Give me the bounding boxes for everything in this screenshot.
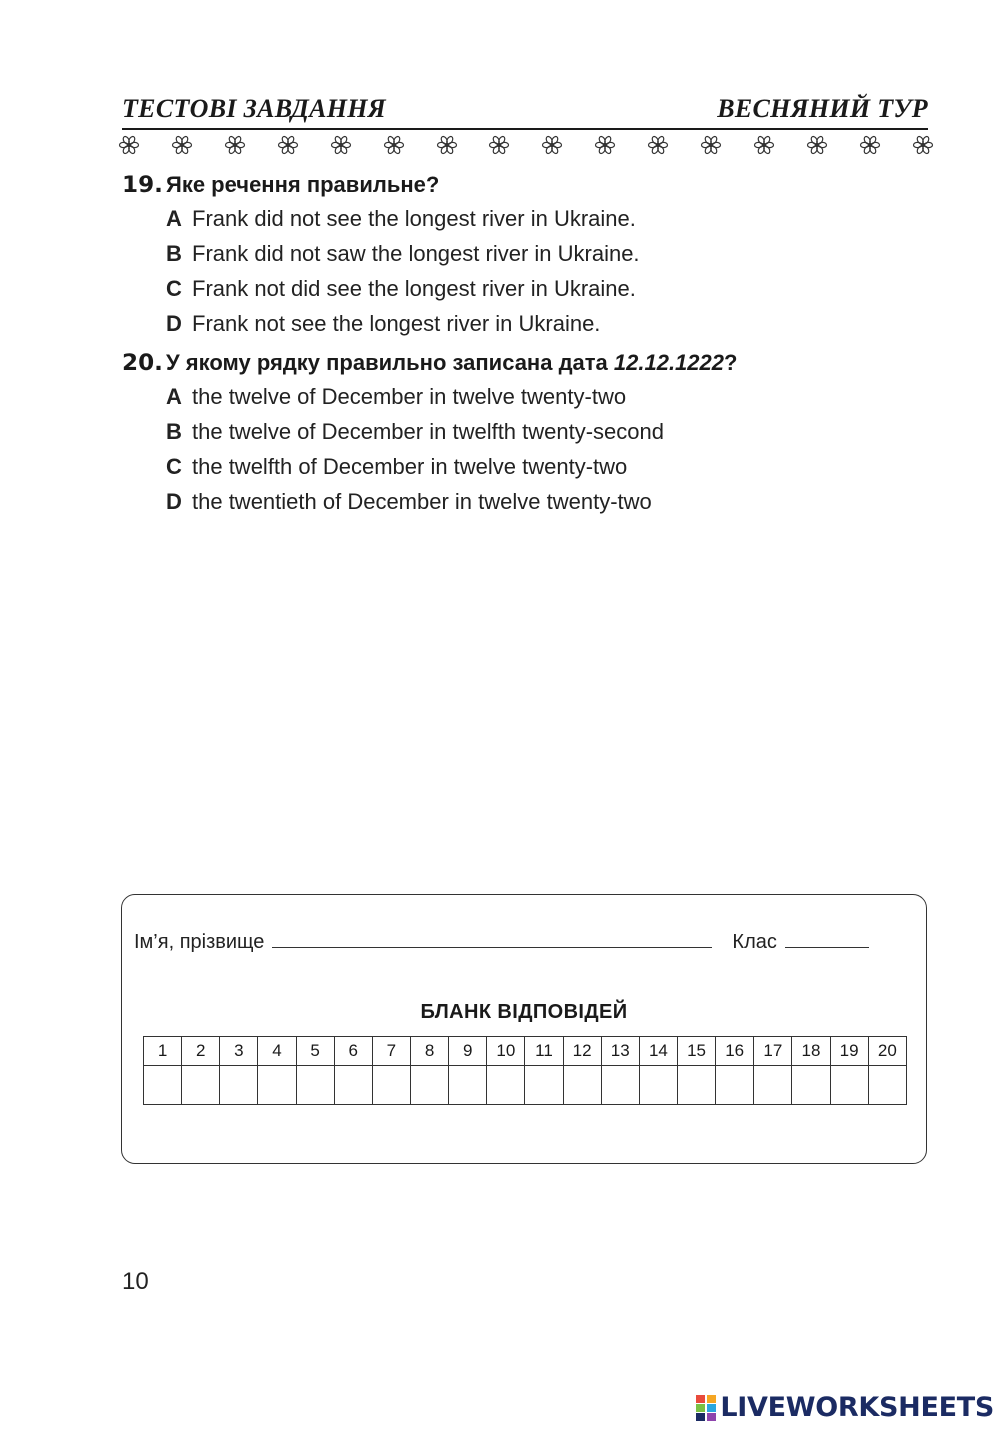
answer-input-cell[interactable] — [716, 1066, 754, 1105]
option-text: Frank not see the longest river in Ukraine. — [192, 311, 601, 336]
answer-number-cell: 18 — [792, 1037, 830, 1066]
answer-number-cell: 20 — [868, 1037, 906, 1066]
answer-input-cell[interactable] — [677, 1066, 715, 1105]
option-letter: D — [166, 489, 182, 514]
option-text: the twentieth of December in twelve twenty-two — [192, 489, 652, 514]
question-number: 19. — [122, 173, 163, 198]
flower-icon — [594, 134, 616, 156]
answer-input-cell[interactable] — [410, 1066, 448, 1105]
ornament-row — [118, 133, 934, 157]
question-end: ? — [724, 350, 738, 375]
flower-icon — [383, 134, 405, 156]
answer-cell-row — [144, 1066, 907, 1105]
answer-number-cell: 11 — [525, 1037, 563, 1066]
answer-number-cell: 13 — [601, 1037, 639, 1066]
option-d[interactable] — [166, 484, 737, 519]
option-letter: C — [166, 454, 182, 479]
flower-icon — [912, 134, 934, 156]
answer-input-cell[interactable] — [868, 1066, 906, 1105]
option-letter: B — [166, 419, 182, 444]
answer-input-cell[interactable] — [372, 1066, 410, 1105]
brand-watermark — [695, 1392, 994, 1423]
option-letter: B — [166, 241, 182, 266]
option-text: the twelve of December in twelve twenty-two — [192, 384, 627, 409]
question-number: 20. — [122, 351, 163, 376]
answer-input-cell[interactable] — [220, 1066, 258, 1105]
name-input-line[interactable] — [272, 929, 712, 948]
answer-input-cell[interactable] — [182, 1066, 220, 1105]
answer-number-cell: 17 — [754, 1037, 792, 1066]
answer-number-cell: 8 — [410, 1037, 448, 1066]
flower-icon — [700, 134, 722, 156]
answer-number-cell: 15 — [677, 1037, 715, 1066]
question-text: У якому рядку правильно записана дата — [166, 350, 614, 375]
option-letter: A — [166, 384, 182, 409]
name-label: Ім’я, прізвище — [134, 931, 265, 953]
answer-input-cell[interactable] — [334, 1066, 372, 1105]
answer-number-cell: 7 — [372, 1037, 410, 1066]
answer-number-cell: 2 — [182, 1037, 220, 1066]
option-letter: A — [166, 206, 182, 231]
answer-number-cell: 9 — [449, 1037, 487, 1066]
answer-table — [143, 1036, 907, 1105]
flower-icon — [753, 134, 775, 156]
answer-input-cell[interactable] — [830, 1066, 868, 1105]
brand-name: LIVEWORKSHEETS — [720, 1392, 994, 1423]
option-a[interactable] — [166, 379, 737, 414]
flower-icon — [224, 134, 246, 156]
answer-input-cell[interactable] — [144, 1066, 182, 1105]
option-text: the twelfth of December in twelve twenty-two — [192, 454, 628, 479]
flower-icon — [171, 134, 193, 156]
answer-input-cell[interactable] — [487, 1066, 525, 1105]
answer-input-cell[interactable] — [296, 1066, 334, 1105]
answer-number-cell: 5 — [296, 1037, 334, 1066]
answer-input-cell[interactable] — [258, 1066, 296, 1105]
liveworksheets-logo-icon — [695, 1394, 717, 1422]
option-d[interactable] — [166, 306, 640, 341]
flower-icon — [488, 134, 510, 156]
question-date: 12.12.1222 — [613, 350, 724, 375]
answer-number-cell: 1 — [144, 1037, 182, 1066]
flower-icon — [541, 134, 563, 156]
flower-icon — [330, 134, 352, 156]
flower-icon — [118, 134, 140, 156]
question-title — [122, 170, 640, 201]
answer-form — [121, 894, 927, 1164]
option-c[interactable] — [166, 449, 737, 484]
question-title — [122, 348, 737, 379]
option-text: Frank not did see the longest river in Ukraine. — [192, 276, 636, 301]
answer-number-cell: 16 — [716, 1037, 754, 1066]
answer-number-cell: 6 — [334, 1037, 372, 1066]
option-text: the twelve of December in twelfth twenty-second — [192, 419, 665, 444]
class-label: Клас — [732, 931, 777, 953]
option-letter: D — [166, 311, 182, 336]
flower-icon — [647, 134, 669, 156]
answer-input-cell[interactable] — [449, 1066, 487, 1105]
option-letter: C — [166, 276, 182, 301]
flower-icon — [806, 134, 828, 156]
option-text: Frank did not see the longest river in Ukraine. — [192, 206, 636, 231]
answer-number-cell: 10 — [487, 1037, 525, 1066]
flower-icon — [436, 134, 458, 156]
page-header — [122, 92, 928, 130]
answer-input-cell[interactable] — [563, 1066, 601, 1105]
option-text: Frank did not saw the longest river in Ukraine. — [192, 241, 640, 266]
question-20 — [122, 348, 737, 519]
answer-number-cell: 4 — [258, 1037, 296, 1066]
answer-input-cell[interactable] — [525, 1066, 563, 1105]
flower-icon — [859, 134, 881, 156]
option-a[interactable] — [166, 201, 640, 236]
header-title-left: ТЕСТОВІ ЗАВДАННЯ — [122, 94, 386, 123]
answer-number-row — [144, 1037, 907, 1066]
answer-input-cell[interactable] — [754, 1066, 792, 1105]
option-c[interactable] — [166, 271, 640, 306]
answer-number-cell: 12 — [563, 1037, 601, 1066]
answer-input-cell[interactable] — [601, 1066, 639, 1105]
question-text: Яке речення правильне? — [166, 172, 440, 197]
answer-number-cell: 19 — [830, 1037, 868, 1066]
answer-input-cell[interactable] — [639, 1066, 677, 1105]
flower-icon — [277, 134, 299, 156]
answer-input-cell[interactable] — [792, 1066, 830, 1105]
class-input-line[interactable] — [785, 929, 869, 948]
question-19 — [122, 170, 640, 341]
answer-number-cell: 3 — [220, 1037, 258, 1066]
option-b[interactable] — [166, 236, 640, 271]
header-title-right: ВЕСНЯНИЙ ТУР — [717, 94, 928, 123]
page-number: 10 — [122, 1268, 149, 1295]
name-row — [134, 929, 869, 954]
option-b[interactable] — [166, 414, 737, 449]
answer-sheet-title: БЛАНК ВІДПОВІДЕЙ — [420, 1001, 628, 1023]
answer-number-cell: 14 — [639, 1037, 677, 1066]
